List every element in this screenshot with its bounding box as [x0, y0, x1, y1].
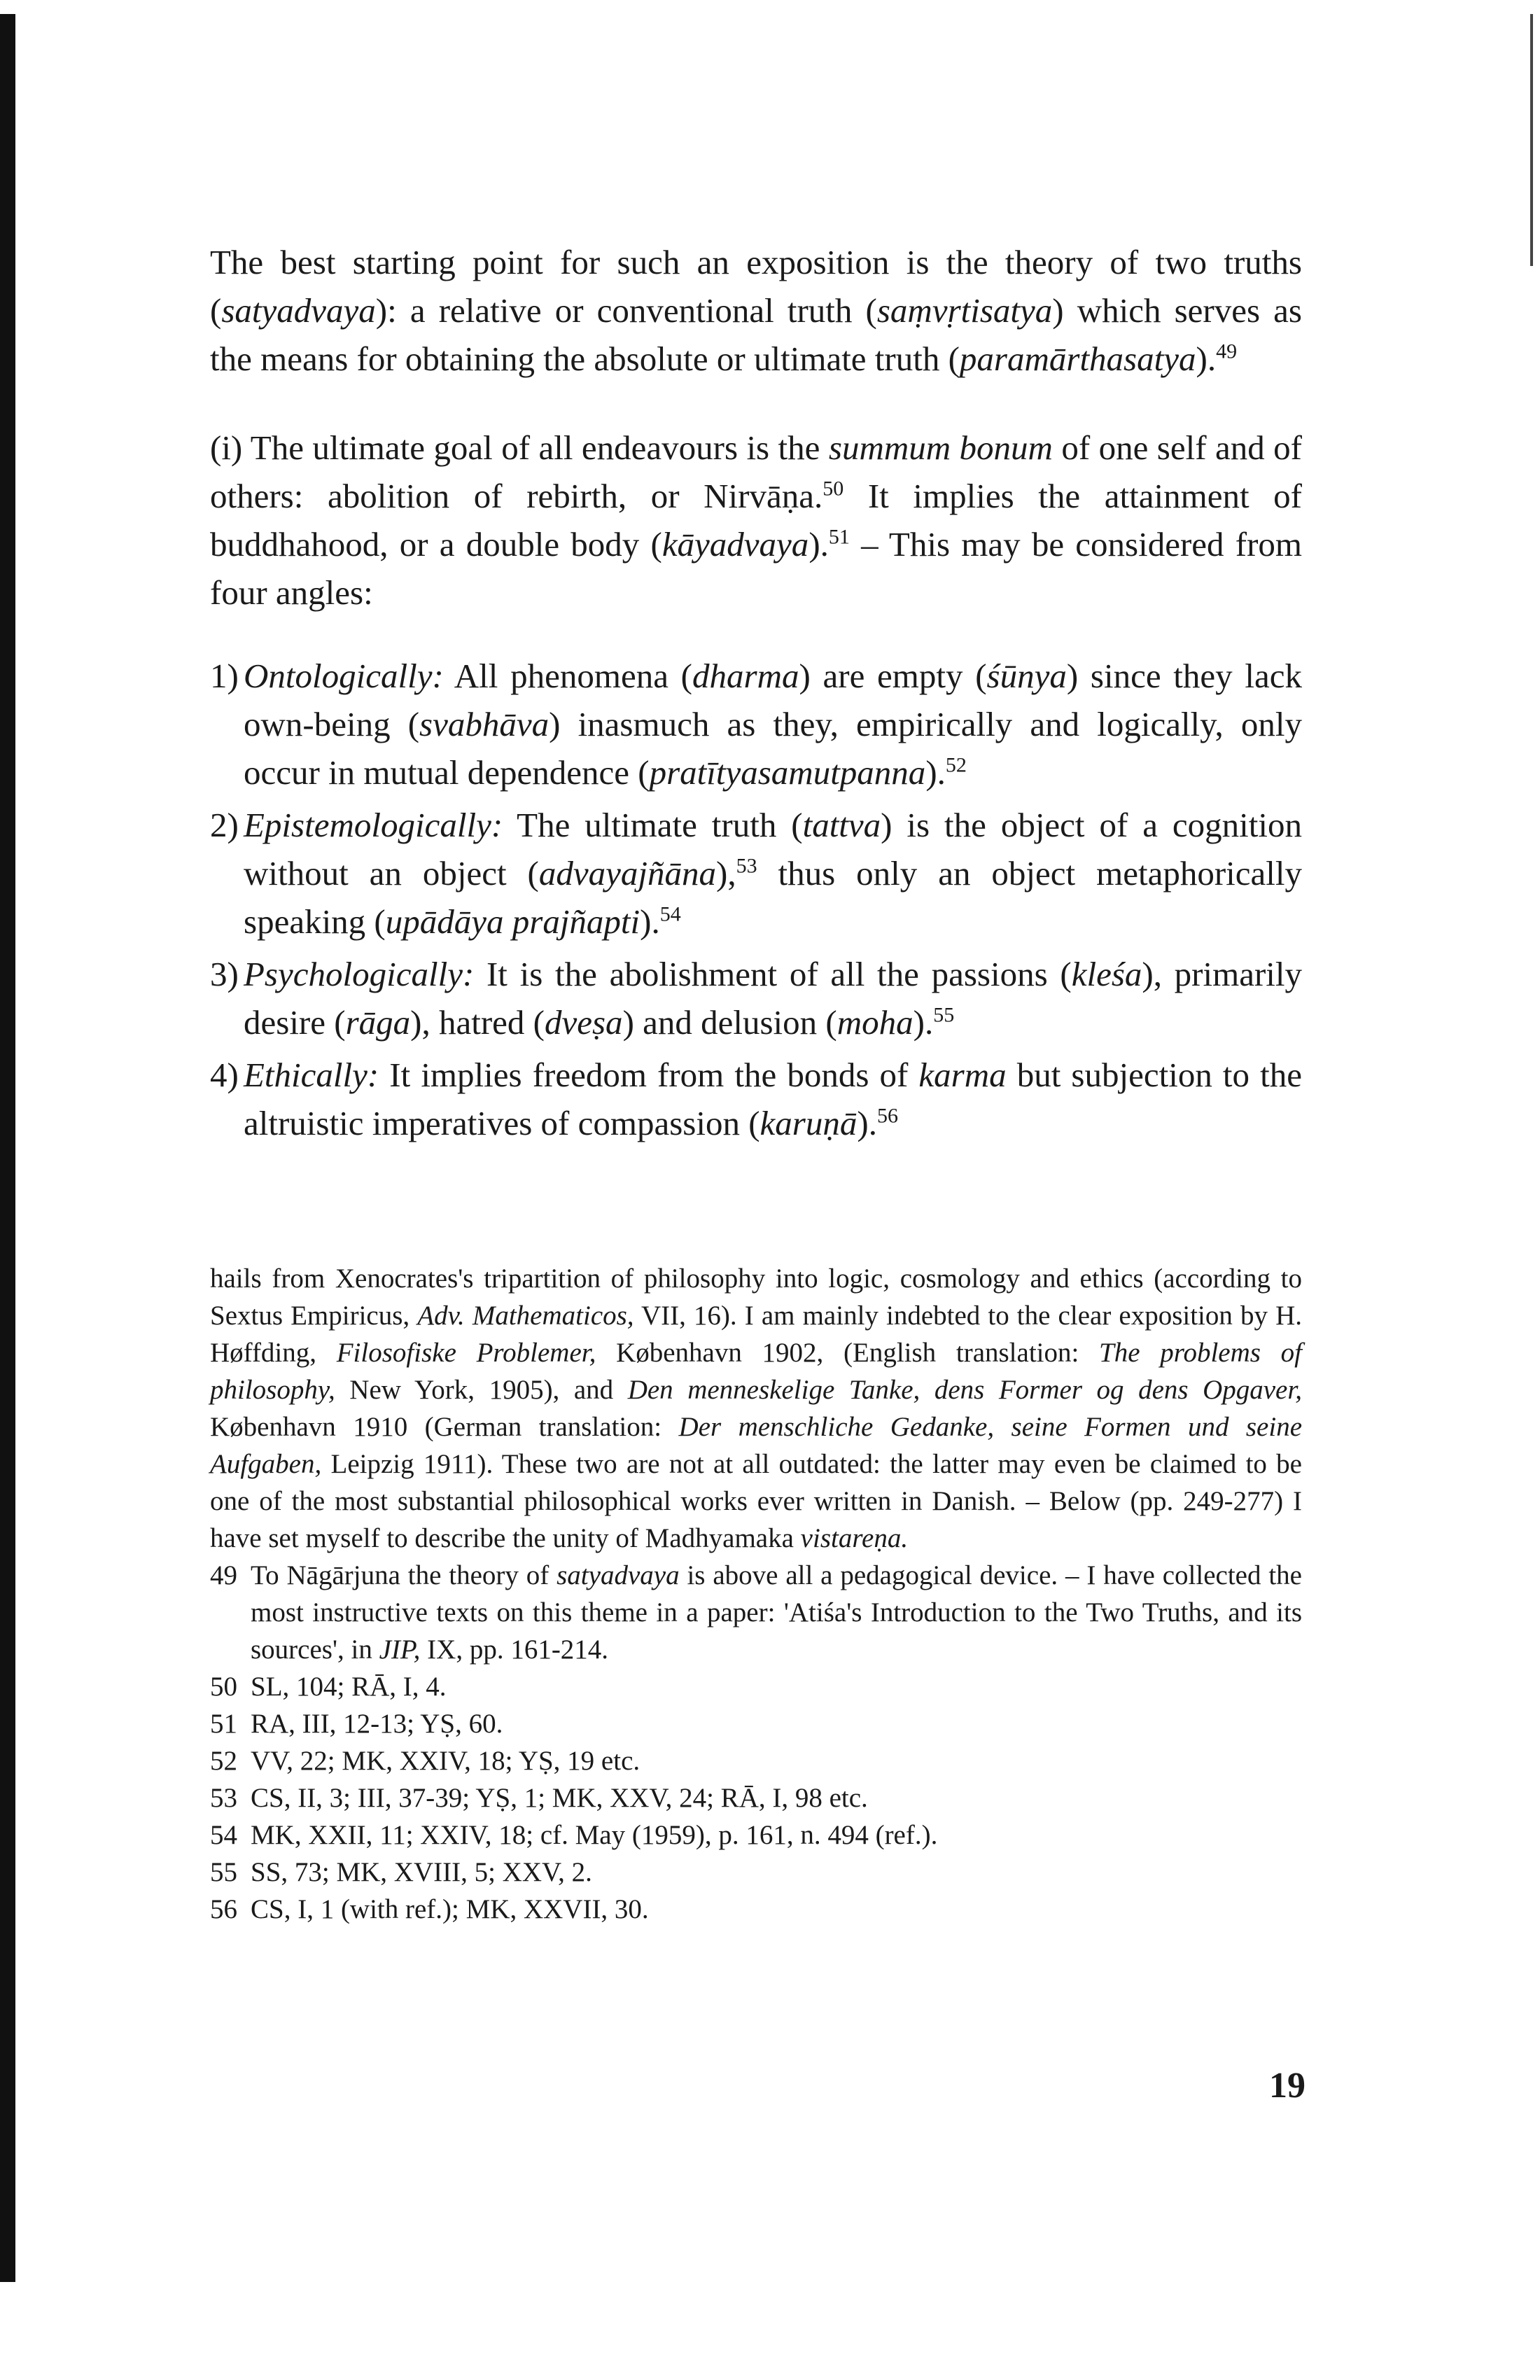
text-run: New York, 1905), and [335, 1375, 628, 1405]
list-item-epistemological [210, 801, 1302, 946]
text-run: ). [808, 525, 829, 564]
term-italic: summum bonum [828, 428, 1053, 467]
footnote-text: CS, II, 3; III, 37-39; YṢ, 1; MK, XXV, 24; RĀ, I, 98 etc. [251, 1783, 868, 1813]
item-heading: Psychologically: [244, 955, 475, 993]
term-italic: satyadvaya [221, 291, 376, 330]
title-italic: Den menneskelige Tanke, dens Former og dens Opgaver, [627, 1375, 1302, 1405]
text-run: ), [716, 854, 736, 892]
term-italic: satyadvaya [556, 1560, 680, 1590]
footnote-53 [210, 1779, 1302, 1816]
footnote-text: SL, 104; RĀ, I, 4. [251, 1672, 447, 1702]
footnote-49 [210, 1557, 1302, 1668]
text-run: ). [857, 1104, 877, 1142]
title-italic: vistareṇa. [800, 1523, 909, 1553]
item-heading: Epistemologically: [244, 806, 503, 844]
footnote-continued [210, 1260, 1302, 1557]
page-edge-shadow-right [1530, 14, 1533, 266]
text-run: ). [640, 902, 660, 941]
term-italic: moha [836, 1003, 913, 1042]
footnote-ref: 56 [876, 1104, 898, 1128]
term-italic: dharma [692, 657, 799, 695]
angles-list [210, 652, 1302, 1147]
list-item-ethical [210, 1051, 1302, 1147]
footnote-number: 52 [210, 1746, 237, 1776]
term-italic: saṃvṛtisatya [876, 291, 1053, 330]
footnote-text [210, 1260, 1302, 1557]
text-run: ), hatred ( [410, 1003, 545, 1042]
list-item-text [244, 652, 1302, 797]
term-italic: śūnya [986, 657, 1067, 695]
list-item-text [244, 950, 1302, 1046]
text-run: ) and delusion ( [622, 1003, 837, 1042]
list-number: 1) [210, 657, 239, 695]
footnote-number: 54 [210, 1820, 237, 1850]
footnote-ref: 50 [822, 477, 844, 500]
list-number: 4) [210, 1056, 239, 1094]
term-italic: kleśa [1071, 955, 1142, 993]
footnote-number: 51 [210, 1709, 237, 1739]
text-run: ). [925, 753, 946, 792]
footnote-ref: 49 [1216, 340, 1238, 363]
main-text [210, 238, 1302, 1147]
footnote-51 [210, 1705, 1302, 1742]
term-italic: upādāya prajñapti [385, 902, 640, 941]
text-run: is above all a pedagogical device. – I have collected the most instructive texts on this theme in a paper: 'Atiśa's Introduction to the Two Truths, and its sources', in [251, 1560, 1302, 1665]
text-run: ) is the object of a cognition without an object ( [244, 806, 1302, 892]
text-run: ) are empty ( [799, 657, 987, 695]
list-item-psychological [210, 950, 1302, 1046]
text-run: København 1902, (English translation: [596, 1338, 1100, 1368]
text-run: The ultimate truth ( [503, 806, 803, 844]
term-italic: advayajñāna [538, 854, 716, 892]
footnote-text: RA, III, 12-13; YṢ, 60. [251, 1709, 503, 1739]
footnotes [210, 1260, 1302, 1928]
text-run: ): a relative or conventional truth ( [375, 291, 877, 330]
paragraph-ultimate-goal [210, 424, 1302, 617]
title-italic: Filosofiske Problemer, [336, 1338, 596, 1368]
footnote-number: 55 [210, 1857, 237, 1887]
page-edge-shadow [0, 14, 15, 2282]
text-run: ). [1196, 340, 1217, 378]
text-run: ) since they lack own-being ( [244, 657, 1302, 743]
text-run: ) which serves as the means for obtaining the absolute or ultimate truth ( [210, 291, 1302, 378]
text-run: It implies freedom from the bonds of [379, 1056, 919, 1094]
text-run: Leipzig 1911). These two are not at all outdated: the latter may even be claimed to be one of the most substantial philosophical works ever written in Danish. – Below (pp. 249-277) I have set myself to describe the unity of Madhyamaka [210, 1449, 1302, 1553]
list-item-ontological [210, 652, 1302, 797]
footnote-text: SS, 73; MK, XVIII, 5; XXV, 2. [251, 1857, 592, 1887]
footnote-text: MK, XXII, 11; XXIV, 18; cf. May (1959), p. 161, n. 494 (ref.). [251, 1820, 938, 1850]
footnote-number: 53 [210, 1783, 237, 1813]
text-run: The best starting point for such an exposition is the theory of two truths ( [210, 243, 1302, 330]
text-run: ). [913, 1003, 934, 1042]
term-italic: rāga [345, 1003, 411, 1042]
text-run: VII, 16). I am mainly indebted to the clear exposition by H. Høffding, [210, 1301, 1302, 1368]
term-italic: paramārthasatya [959, 340, 1196, 378]
term-italic: tattva [802, 806, 881, 844]
text-run: It implies the attainment of buddhahood, or a double body ( [210, 477, 1302, 564]
text-run: IX, pp. 161-214. [420, 1634, 609, 1665]
item-heading: Ethically: [244, 1056, 379, 1094]
footnote-ref: 51 [828, 525, 850, 549]
list-number: 3) [210, 955, 239, 993]
text-run: København 1910 (German translation: [210, 1412, 679, 1442]
footnote-ref: 53 [736, 854, 757, 878]
term-italic: svabhāva [419, 705, 550, 743]
term-italic: karuṇā [760, 1104, 858, 1142]
footnote-54 [210, 1816, 1302, 1854]
text-run: hails from Xenocrates's tripartition of philosophy into logic, cosmology and ethics (according to Sextus Empiricus, [210, 1264, 1302, 1331]
footnote-number: 50 [210, 1672, 237, 1702]
term-italic: pratītyasamutpanna [649, 753, 926, 792]
paragraph-two-truths [210, 238, 1302, 383]
item-heading: Ontologically: [244, 657, 444, 695]
footnote-ref: 54 [659, 902, 681, 926]
term-italic: kāyadvaya [662, 525, 809, 564]
text-run: (i) The ultimate goal of all endeavours is the [210, 428, 829, 467]
footnote-number: 56 [210, 1894, 237, 1924]
term-italic: karma [918, 1056, 1007, 1094]
footnote-ref: 55 [933, 1003, 955, 1027]
text-run: thus only an object metaphorically speaking ( [244, 854, 1302, 941]
text-run: but subjection to the altruistic imperatives of compassion ( [244, 1056, 1302, 1142]
footnote-56 [210, 1891, 1302, 1928]
text-run: To Nāgārjuna the theory of [251, 1560, 557, 1590]
footnote-number: 49 [210, 1560, 237, 1590]
footnote-50 [210, 1668, 1302, 1705]
text-run: ) inasmuch as they, empirically and logically, only occur in mutual dependence ( [244, 705, 1302, 792]
title-italic: Adv. Mathematicos, [417, 1301, 634, 1331]
text-run: of one self and of others: abolition of rebirth, or Nirvāṇa. [210, 428, 1302, 515]
text-run: – This may be considered from four angles: [210, 525, 1302, 612]
footnote-52 [210, 1742, 1302, 1779]
text-run: ), primarily desire ( [244, 955, 1303, 1042]
list-number: 2) [210, 806, 239, 844]
term-italic: dveṣa [544, 1003, 623, 1042]
footnote-55 [210, 1854, 1302, 1891]
page-number: 19 [1269, 2066, 1306, 2106]
text-run: All phenomena ( [443, 657, 693, 695]
footnote-ref: 52 [945, 753, 967, 777]
footnote-text [251, 1557, 1302, 1668]
list-item-text [244, 1051, 1302, 1147]
title-italic: JIP, [379, 1634, 421, 1665]
list-item-text [244, 801, 1302, 946]
title-italic: The problems of philosophy, [210, 1338, 1302, 1405]
text-run: It is the abolishment of all the passions ( [474, 955, 1072, 993]
title-italic: Der menschliche Gedanke, seine Formen und seine Aufgaben, [210, 1412, 1302, 1479]
footnote-text: VV, 22; MK, XXIV, 18; YṢ, 19 etc. [251, 1746, 640, 1776]
footnote-text: CS, I, 1 (with ref.); MK, XXVII, 30. [251, 1894, 649, 1924]
